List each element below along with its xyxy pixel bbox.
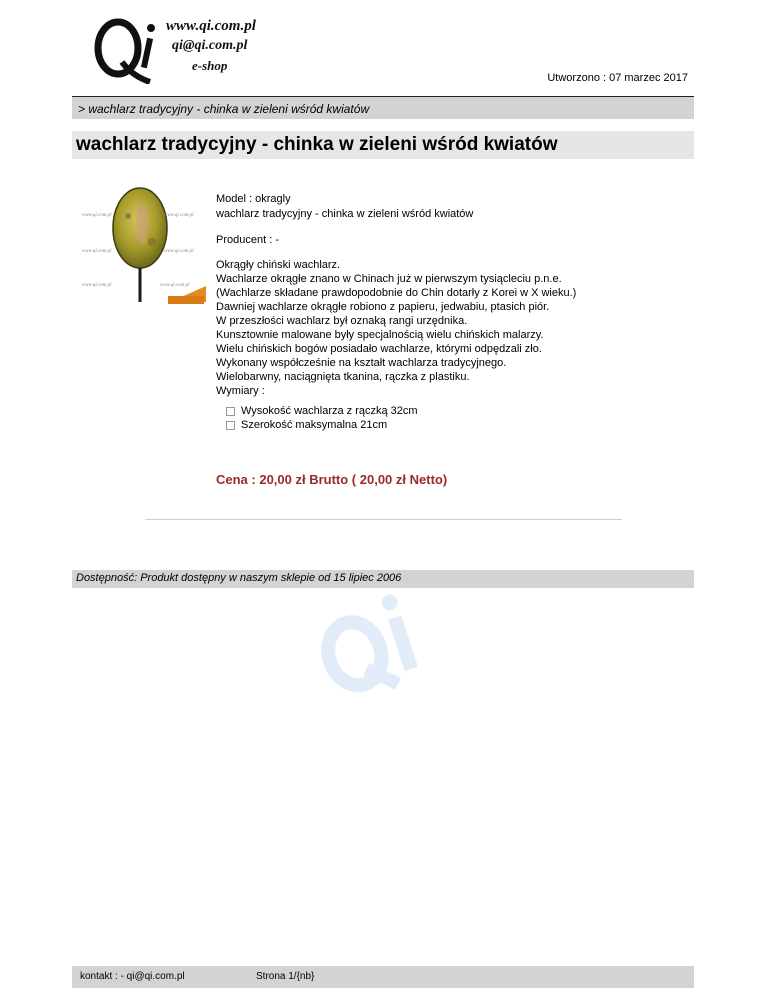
page-title: wachlarz tradycyjny - chinka w zieleni wśród kwiatów bbox=[76, 134, 558, 155]
image-watermark-2: www.qi.com.pl bbox=[164, 213, 194, 218]
description-line: Wielobarwny, naciągnięta tkanina, rączka z plastiku. bbox=[216, 371, 470, 383]
logo-tagline: e-shop bbox=[192, 58, 228, 73]
bullet-icon bbox=[226, 407, 235, 416]
description-line: Dawniej wachlarze okrągłe robiono z papieru, jedwabiu, ptasich piór. bbox=[216, 301, 550, 313]
description-line: Wykonany współcześnie na kształt wachlarza tradycyjnego. bbox=[216, 357, 507, 369]
qi-watermark-icon bbox=[307, 590, 437, 700]
image-watermark-4: www.qi.com.pl bbox=[164, 249, 194, 254]
image-watermark-5: www.qi.com.pl bbox=[82, 283, 112, 288]
qi-logo-icon bbox=[88, 12, 158, 84]
footer bbox=[72, 966, 694, 988]
availability-text: Dostępność: Produkt dostępny w naszym sklepie od 15 lipiec 2006 bbox=[76, 572, 402, 584]
product-image bbox=[80, 186, 206, 308]
product-name: wachlarz tradycyjny - chinka w zieleni wśród kwiatów bbox=[216, 208, 474, 220]
bullet-icon bbox=[226, 421, 235, 430]
list-item bbox=[226, 404, 418, 418]
breadcrumb-text[interactable]: > wachlarz tradycyjny - chinka w zieleni wśród kwiatów bbox=[78, 102, 370, 116]
product-model: Model : okragly bbox=[216, 193, 291, 205]
description-line: W przeszłości wachlarz był oznaką rangi urzędnika. bbox=[216, 315, 468, 327]
description-line: Kunsztownie malowane były specjalnością wielu chińskich malarzy. bbox=[216, 329, 544, 341]
description-line: Wielu chińskich bogów posiadało wachlarze, którymi odpędzali zło. bbox=[216, 343, 542, 355]
dimensions-list bbox=[226, 404, 418, 432]
footer-page-number: Strona 1/{nb} bbox=[256, 971, 315, 982]
image-watermark-6: www.qi.com.pl bbox=[160, 283, 190, 288]
product-title-bar bbox=[72, 131, 694, 159]
description-line: Okrągły chiński wachlarz. bbox=[216, 259, 341, 271]
description-line: (Wachlarze składane prawdopodobnie do Chin dotarły z Korei w X wieku.) bbox=[216, 287, 577, 299]
divider bbox=[145, 519, 622, 520]
footer-contact[interactable]: kontakt : - qi@qi.com.pl bbox=[80, 971, 185, 982]
image-watermark-1: www.qi.com.pl bbox=[82, 213, 112, 218]
dimension-width: Szerokość maksymalna 21cm bbox=[241, 419, 388, 431]
shop-logo bbox=[88, 12, 324, 84]
created-date: Utworzono : 07 marzec 2017 bbox=[547, 72, 688, 84]
image-watermark-3: www.qi.com.pl bbox=[82, 249, 112, 254]
description-line: Wymiary : bbox=[216, 385, 265, 397]
description-line: Wachlarze okrągłe znano w Chinach już w pierwszym tysiącleciu p.n.e. bbox=[216, 273, 562, 285]
breadcrumb bbox=[72, 96, 694, 119]
product-price: Cena : 20,00 zł Brutto ( 20,00 zł Netto) bbox=[216, 472, 448, 487]
logo-website: www.qi.com.pl bbox=[166, 18, 256, 34]
list-item bbox=[226, 418, 418, 432]
dimension-height: Wysokość wachlarza z rączką 32cm bbox=[241, 405, 418, 417]
product-producer: Producent : - bbox=[216, 234, 279, 246]
availability-bar bbox=[72, 570, 694, 588]
logo-email: qi@qi.com.pl bbox=[172, 38, 248, 53]
product-description bbox=[216, 258, 576, 398]
